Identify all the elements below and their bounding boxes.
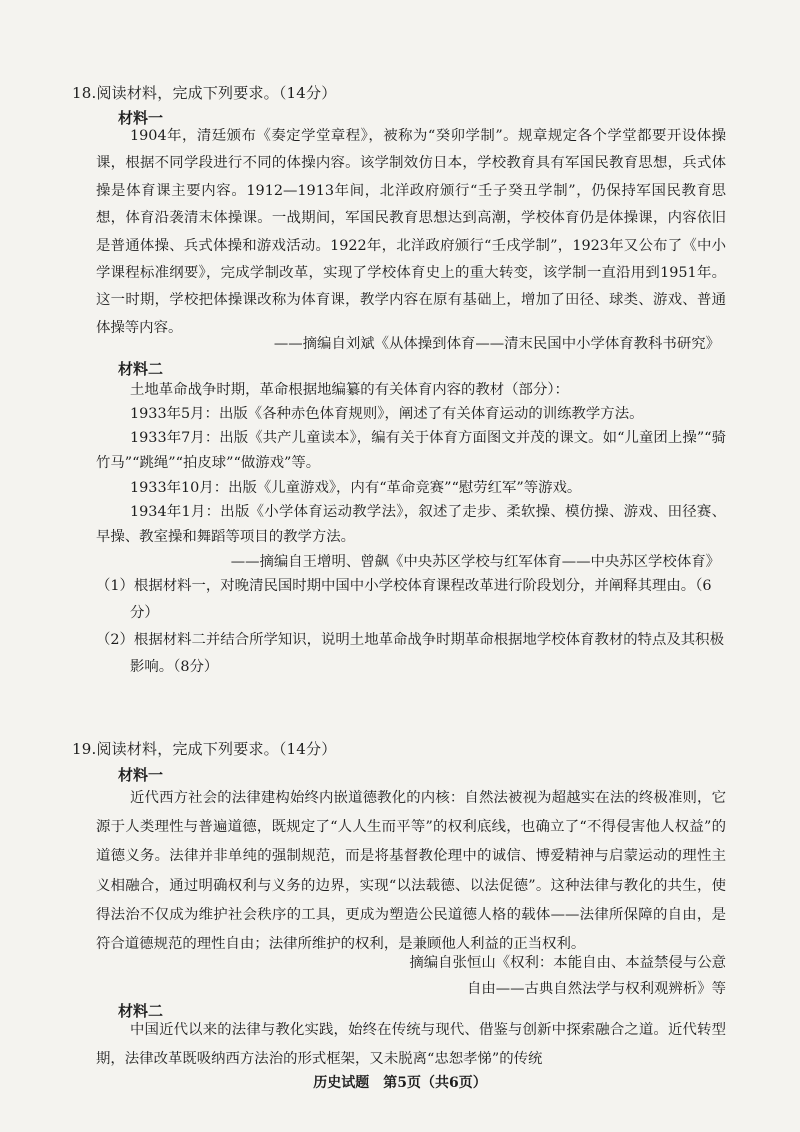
q18-task-2: （2）根据材料二并结合所学知识，说明土地革命战争时期革命根据地学校体育教材的特点及其积极影响。（8分） [96, 632, 724, 675]
q19-material-1-source-line-1: 摘编自张恒山《权利：本能自由、本益禁侵与公意 [409, 955, 726, 971]
q18-material-1-label: 材料一 [118, 109, 164, 127]
q19-material-2-label: 材料二 [118, 1002, 164, 1020]
q19-material-2-text: 中国近代以来的法律与教化实践，始终在传统与现代、借鉴与创新中探索融合之道。近代转型期，法律改革既吸纳西方法治的形式框架，又未脱离“忠恕孝悌”的传统 [96, 1022, 726, 1068]
q19-material-1-text: 近代西方社会的法律建构始终内嵌道德教化的内核：自然法被视为超越实在法的终极准则，它源于人类理性与普遍道德，既规定了“人人生而平等”的权利底线，也确立了“不得侵害他人权益”的道德义务。法律并非单纯的强制规范，而是将基督教伦理中的诚信、博爱精神与启蒙运动的理性主义相融合，通过明确权利与义务的边界，实现“以法载德、以法促德”。这种法律与教化的共生，使得法治不仅成为维护社会秩序的工具，更成为塑造公民道德人格的载体——法律所保障的自由，是符合道德规范的理性自由；法律所维护的权利，是兼顾他人利益的正当权利。 [96, 790, 726, 953]
q18-task-1: （1）根据材料一，对晚清民国时期中国中小学校体育课程改革进行阶段划分，并阐释其理由。（6分） [96, 578, 712, 621]
q18-material-2-source: ——摘编自王增明、曾飙《中央苏区学校与红军体育——中央苏区学校体育》 [230, 554, 720, 570]
q18-material-2-item-4: 1934年1月：出版《小学体育运动教学法》，叙述了走步、柔软操、模仿操、游戏、田径赛、早操、教室操和舞蹈等项目的教学方法。 [96, 504, 726, 545]
q18-material-2-intro: 土地革命战争时期，革命根据地编纂的有关体育内容的教材（部分）： [130, 382, 569, 398]
q18-material-2-item-3: 1933年10月：出版《儿童游戏》，内有“革命竞赛”“慰劳红军”等游戏。 [130, 480, 582, 496]
question-19-heading: 19.阅读材料，完成下列要求。（14分） [72, 740, 337, 758]
page-footer: 历史试题 第5页（共6页） [313, 1075, 487, 1091]
q18-material-2-label: 材料二 [118, 360, 164, 378]
q18-material-2-item-2: 1933年7月：出版《共产儿童读本》，编有关于体育方面图文并茂的课文。如“儿童团上操”“骑竹马”“跳绳”“拍皮球”“做游戏”等。 [96, 430, 726, 471]
question-18-heading: 18.阅读材料，完成下列要求。（14分） [72, 84, 337, 102]
q18-material-1-source: ——摘编自刘斌《从体操到体育——清末民国中小学体育教科书研究》 [273, 336, 720, 352]
q18-material-1-text: 1904年，清廷颁布《奏定学堂章程》，被称为“癸卯学制”。规章规定各个学堂都要开设体操课，根据不同学段进行不同的体操内容。该学制效仿日本，学校教育具有军国民教育思想，兵式体操是体育课主要内容。1912—1913年间，北洋政府颁行“壬子癸丑学制”，仍保持军国民教育思想，体育沿袭清末体操课。一战期间，军国民教育思想达到高潮，学校体育仍是体操课，内容依旧是普通体操、兵式体操和游戏活动。1922年，北洋政府颁行“壬戌学制”，1923年又公布了《中小学课程标准纲要》，完成学制改革，实现了学校体育史上的重大转变，该学制一直沿用到1951年。这一时期，学校把体操课改称为体育课，教学内容在原有基础上，增加了田径、球类、游戏、普通体操等内容。 [96, 128, 726, 336]
q19-material-1-source-line-2: 自由——古典自然法学与权利观辨析》等 [466, 981, 726, 997]
q19-material-1-label: 材料一 [118, 766, 164, 784]
q18-material-2-item-1: 1933年5月：出版《各种赤色体育规则》，阐述了有关体育运动的训练教学方法。 [130, 406, 644, 422]
